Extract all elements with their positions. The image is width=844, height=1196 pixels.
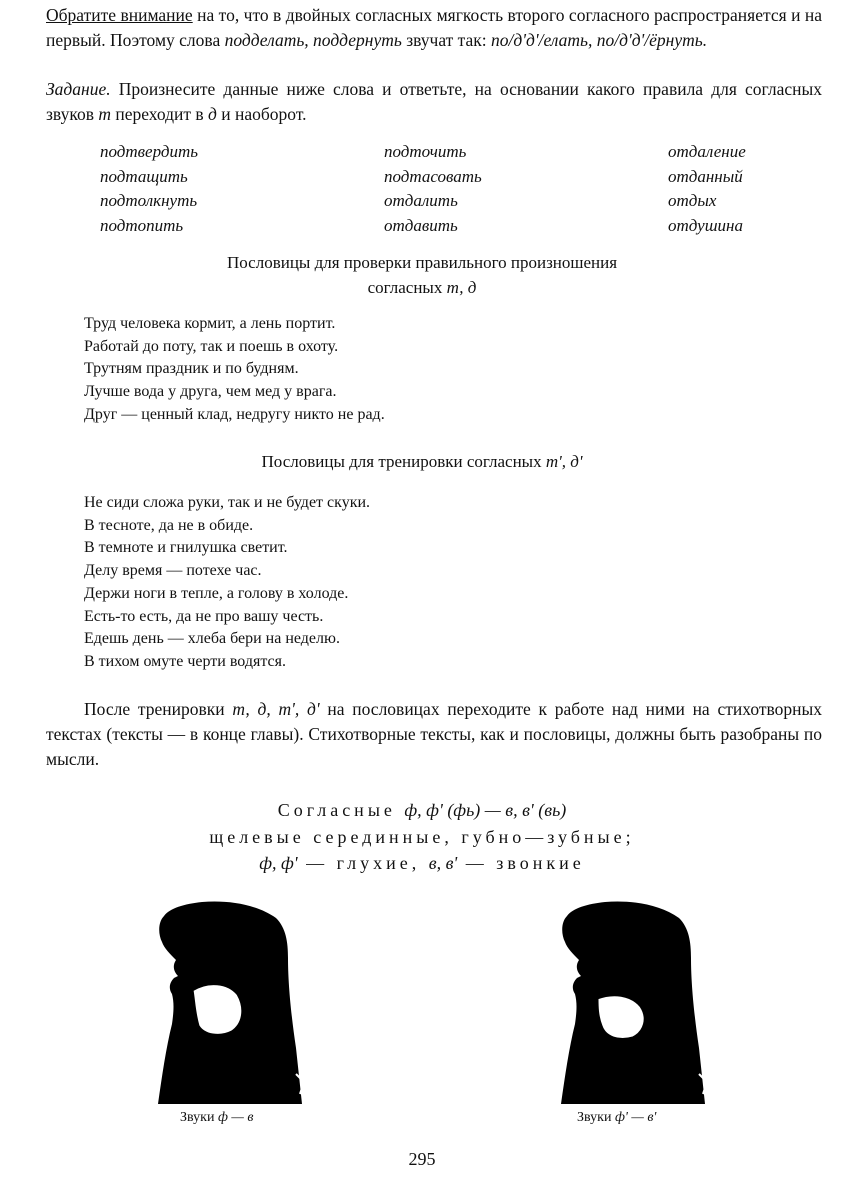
after-text-2: на пословицах переходите к работе над ними на стихотворных текстах (тексты — в конце главы). Стихотворные тексты, как и пословицы, должны быть разобраны по мысли. — [46, 699, 822, 769]
consonants-voiced: в, в' — [428, 853, 458, 873]
section1-title-line1: Пословицы для проверки правильного произношения — [226, 253, 618, 272]
word-item: отдалить — [384, 191, 458, 210]
consonants-title-line3 — [0, 850, 844, 877]
proverb-item: Друг — ценный клад, недругу никто не рад. — [84, 405, 385, 423]
proverb-item: Едешь день — хлеба бери на неделю. — [84, 630, 340, 648]
word-item: подтасовать — [384, 166, 482, 186]
consonants-title-line2: щелевые серединные, губно—зубные; — [209, 827, 635, 847]
consonants-letters: ф, ф' (фь) — в, в' (вь) — [404, 800, 567, 820]
task-paragraph — [46, 77, 822, 127]
section2-title-prefix: Пословицы для тренировки согласных — [261, 452, 546, 471]
right-caption-sounds: ф' — в' — [614, 1110, 657, 1125]
proverb-item: В тесноте, да не в обиде. — [84, 516, 254, 534]
after-text-1: После тренировки — [84, 699, 233, 719]
proverb-item: Труд человека кормит, а лень портит. — [84, 315, 336, 332]
proverb-item: Трутням праздник и по будням. — [84, 360, 299, 378]
proverb-item: В тихом омуте черти водятся. — [84, 652, 286, 670]
proverb-item: Не сиди сложа руки, так и не будет скуки. — [84, 494, 371, 511]
consonants-mid: — глухие, — [297, 853, 429, 873]
consonants-title-line1 — [0, 797, 844, 824]
left-caption-prefix: Звуки — [180, 1110, 218, 1125]
section2-title-italic: т', д' — [545, 452, 583, 471]
proverbs-training-list — [84, 492, 370, 674]
section2-title — [0, 450, 844, 474]
word-item: подтащить — [100, 166, 188, 186]
proverbs-check-list — [84, 313, 385, 427]
word-column-1 — [100, 140, 198, 238]
articulation-diagram-right — [531, 898, 721, 1104]
word-item: отдушина — [668, 215, 743, 235]
intro-paragraph — [46, 3, 822, 53]
proverb-item: Лучше вода у друга, чем мед у врага. — [84, 383, 337, 401]
page-number: 295 — [408, 1149, 436, 1169]
intro-text-1: на то, что в двойных согласных мягкость второго согласного распространяется и на первый. Поэтому слова — [46, 5, 822, 50]
right-figure-caption — [577, 1110, 656, 1126]
word-column-3 — [668, 140, 746, 238]
word-item: подточить — [384, 142, 467, 161]
proverb-item: В темноте и гнилушка светит. — [84, 539, 288, 557]
intro-transcription: по/д'д'/елать, по/д'д'/ёрнуть. — [491, 30, 708, 50]
task-label: Задание. — [46, 79, 111, 99]
task-letter-t: т — [98, 104, 111, 124]
task-letter-d: д — [208, 104, 217, 124]
word-item: подтопить — [100, 215, 184, 235]
right-caption-prefix: Звуки — [577, 1110, 615, 1125]
consonants-end: — звонкие — [457, 853, 585, 873]
proverb-item: Делу время — потехе час. — [84, 562, 262, 580]
word-item: отдых — [668, 191, 717, 210]
attention-underlined: Обратите внимание — [46, 5, 193, 25]
left-caption-sounds: ф — в — [217, 1110, 254, 1125]
intro-examples: подделать, поддернуть — [224, 30, 402, 50]
articulation-diagram-left — [128, 898, 318, 1104]
consonants-prefix: Согласные — [277, 800, 405, 820]
task-text-1: Произнесите данные ниже слова и ответьте, на основании какого правила для согласных звуков — [46, 79, 822, 124]
word-item: отдаление — [668, 142, 746, 161]
after-training-paragraph — [46, 697, 822, 772]
word-item: подтвердить — [100, 142, 198, 161]
section1-title-prefix: согласных — [367, 278, 447, 297]
proverb-item: Есть-то есть, да не про вашу честь. — [84, 607, 324, 625]
left-figure-caption — [180, 1110, 253, 1126]
word-item: отданный — [668, 166, 743, 186]
consonants-voiceless: ф, ф' — [259, 853, 298, 873]
word-item: подтолкнуть — [100, 191, 198, 210]
task-text-3: и наоборот. — [216, 104, 307, 124]
intro-text-2: звучат так: — [401, 30, 492, 50]
section1-title-italic: т, д — [446, 278, 477, 297]
after-sounds: т, д, т', д' — [232, 699, 320, 719]
task-text-2: переходит в — [110, 104, 209, 124]
section1-title-line2 — [0, 276, 844, 300]
word-column-2 — [384, 140, 482, 238]
word-item: отдавить — [384, 215, 458, 235]
proverb-item: Держи ноги в тепле, а голову в холоде. — [84, 584, 349, 602]
proverb-item: Работай до поту, так и поешь в охоту. — [84, 337, 339, 355]
